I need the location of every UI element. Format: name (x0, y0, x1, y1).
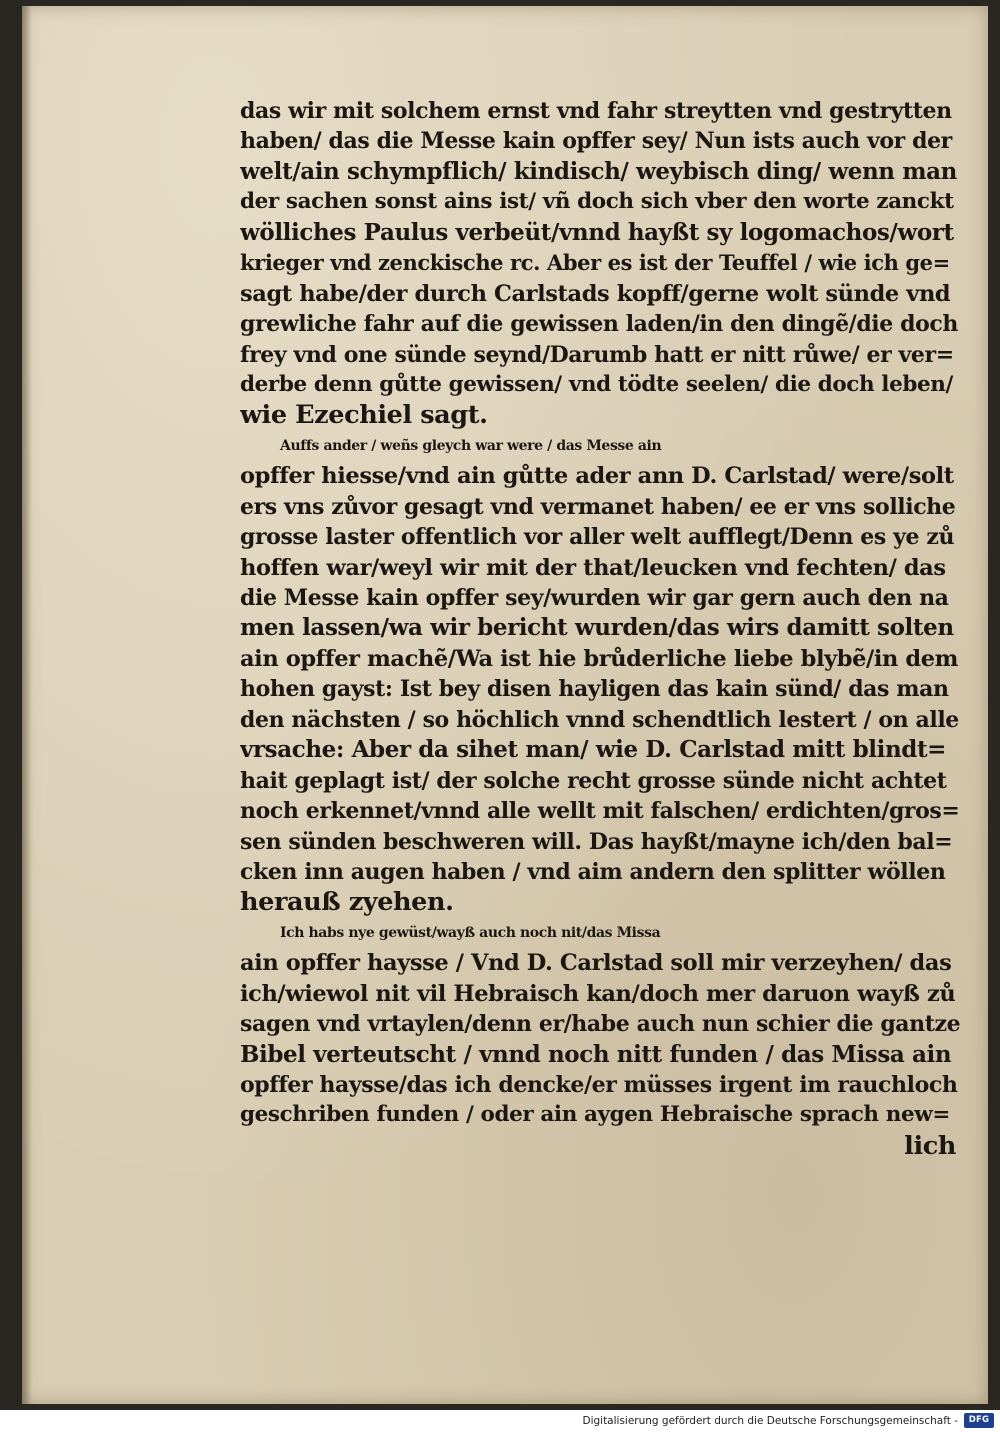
text-line: men lassen/wa wir bericht wurden/das wirs damitt solten (240, 614, 954, 642)
text-line: noch erkennet/vnnd alle wellt mit falschen/ erdichten/gros= (240, 798, 960, 825)
text-line: hait geplagt ist/ der solche recht grosse sünde nicht achtet (240, 767, 947, 794)
text-line: sen sünden beschweren will. Das hayßt/mayne ich/den bal= (240, 828, 953, 855)
text-line: grewliche fahr auf die gewissen laden/in den dingẽ/die doch (240, 311, 958, 338)
text-line: wie Ezechiel sagt. (240, 400, 488, 431)
text-line: geschriben funden / oder ain aygen Hebraische sprach new= (240, 1102, 950, 1128)
text-line: Bibel verteutscht / vnnd noch nitt funden / das Missa ain (240, 1040, 952, 1068)
text-line: den nächsten / so höchlich vnnd schendtlich lestert / on alle (240, 706, 959, 733)
text-line: sagen vnd vrtaylen/denn er/habe auch nun schier die gantze (240, 1011, 960, 1038)
text-line: Ich habs nye gewüst/wayß auch noch nit/das Missa (280, 924, 661, 941)
text-line: wölliches Paulus verbeüt/vnnd hayßt sy logomachos/wort (240, 218, 954, 246)
text-line: welt/ain schympflich/ kindisch/ weybisch ding/ wenn man (240, 157, 957, 185)
book-page (22, 6, 988, 1404)
text-line: cken inn augen haben / vnd aim andern den splitter wöllen (240, 858, 946, 885)
text-line: sagt habe/der durch Carlstads kopff/gerne wolt sünde vnd (240, 280, 951, 307)
text-line: hoffen war/weyl wir mit der that/leucken vnd fechten/ das (240, 554, 946, 581)
footer-credit: Digitalisierung gefördert durch die Deutsche Forschungsgemeinschaft - (582, 1415, 958, 1427)
body-text (240, 96, 960, 1161)
text-line: ers vns zůvor gesagt vnd vermanet haben/ ee er vns solliche (240, 493, 956, 520)
text-line: ain opffer haysse / Vnd D. Carlstad soll mir verzeyhen/ das (240, 950, 952, 977)
text-line: frey vnd one sünde seynd/Darumb hatt er nitt růwe/ er ver= (240, 341, 954, 368)
text-line: lich (904, 1130, 956, 1161)
footer-bar (0, 1410, 1000, 1432)
page-edge-shadow (22, 6, 32, 1404)
text-line: hohen gayst: Ist bey disen hayligen das kain sünd/ das man (240, 676, 949, 703)
text-line: krieger vnd zenckische rc. Aber es ist der Teuffel / wie ich ge= (240, 250, 950, 276)
text-line: grosse laster offentlich vor aller welt aufflegt/Denn es ye zů (240, 524, 955, 551)
text-line: derbe denn gůtte gewissen/ vnd tödte seelen/ die doch leben/ (240, 371, 953, 397)
text-line: Auffs ander / weñs gleych war were / das Messe ain (280, 437, 662, 454)
text-line: das wir mit solchem ernst vnd fahr streytten vnd gestrytten (240, 98, 952, 124)
text-line: ich/wiewol nit vil Hebraisch kan/doch mer daruon wayß zů (240, 980, 956, 1007)
text-line: opffer hiesse/vnd ain gůtte ader ann D. Carlstad/ were/solt (240, 463, 954, 490)
text-line: opffer haysse/das ich dencke/er müsses irgent im rauchloch (240, 1072, 958, 1098)
text-line: herauß zyehen. (240, 887, 454, 918)
dfg-logo: DFG (964, 1413, 994, 1428)
text-line: die Messe kain opffer sey/wurden wir gar gern auch den na (240, 585, 949, 611)
text-line: ain opffer machẽ/Wa ist hie brůderliche liebe blybẽ/in dem (240, 645, 959, 672)
text-line: vrsache: Aber da sihet man/ wie D. Carlstad mitt blindt= (240, 736, 947, 764)
text-line: haben/ das die Messe kain opffer sey/ Nun ists auch vor der (240, 128, 952, 155)
text-line: der sachen sonst ains ist/ vñ doch sich vber den worte zanckt (240, 189, 954, 215)
